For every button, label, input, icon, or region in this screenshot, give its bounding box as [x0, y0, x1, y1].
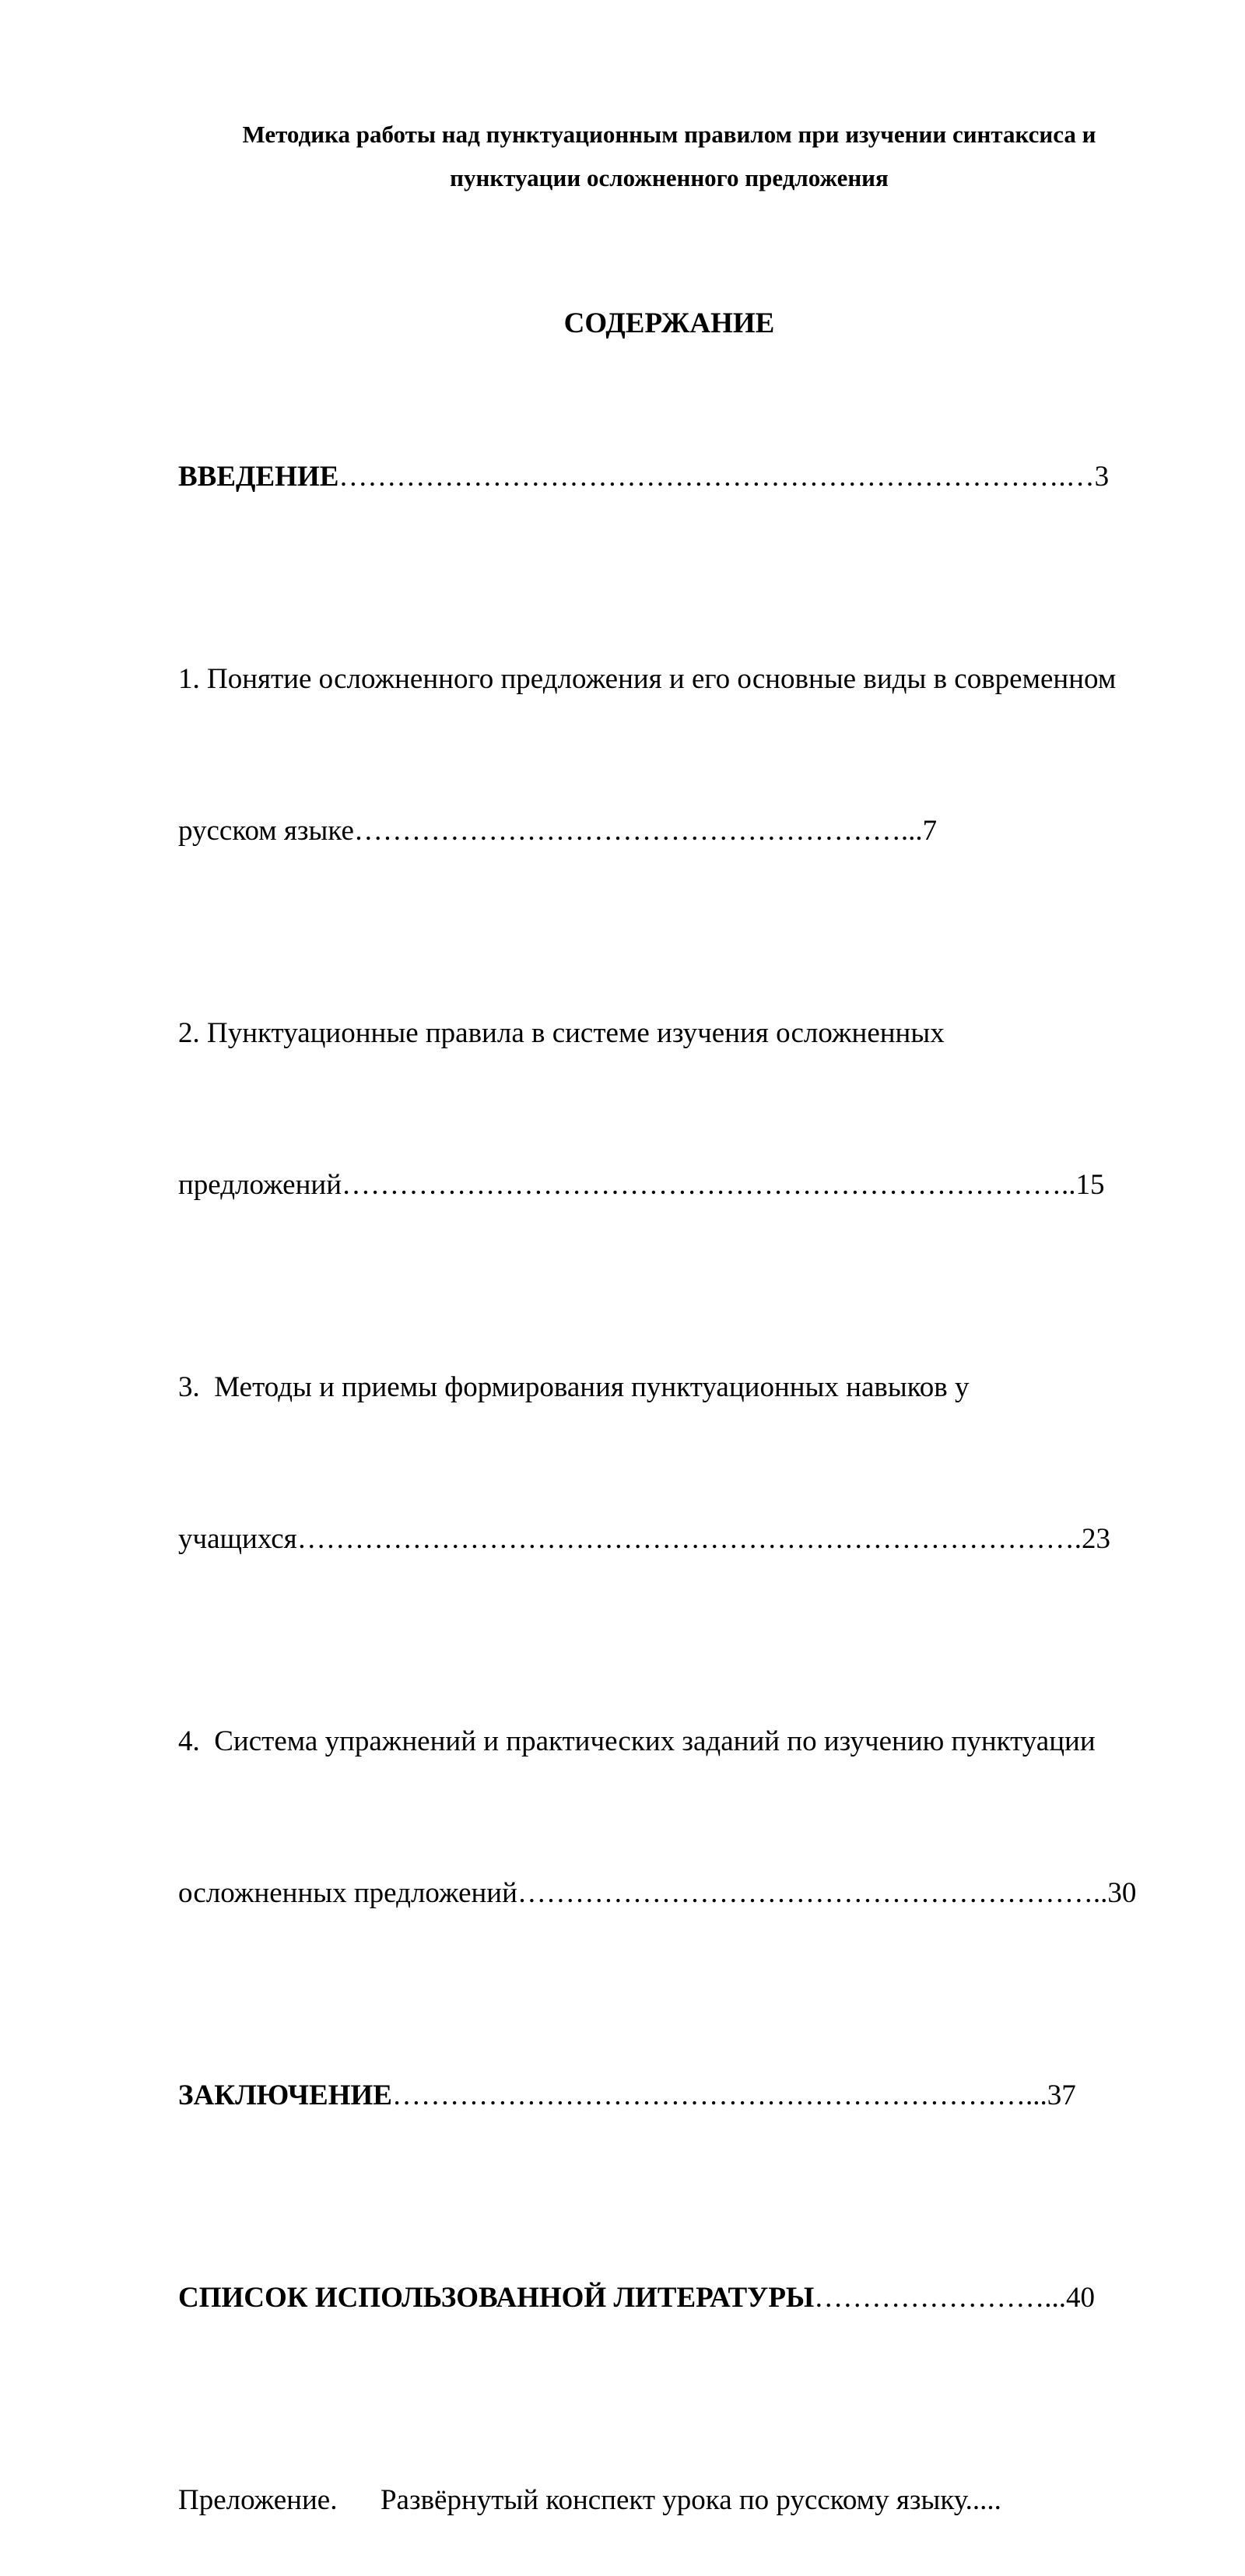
- toc-entry-label: 3. Методы и приемы формирования пунктуационных навыков у: [178, 1371, 970, 1403]
- toc-page-number: 40: [1066, 2282, 1096, 2314]
- toc-entry-chapter-1-line-2[interactable]: [178, 805, 1190, 856]
- toc-entry-label: 1. Понятие осложненного предложения и его основные виды в современном: [178, 663, 1117, 695]
- document-title: [156, 113, 1183, 200]
- toc-entry-label: русском языке: [178, 815, 354, 847]
- toc-entry-label: предложений: [178, 1169, 342, 1201]
- toc-entry-chapter-3-line-1[interactable]: [178, 1362, 1190, 1413]
- toc-entry-chapter-3-line-2[interactable]: [178, 1514, 1190, 1564]
- toc-entry-chapter-1-line-1[interactable]: [178, 654, 1190, 704]
- toc-leader: ……………………...: [814, 2282, 1067, 2314]
- toc-entry-conclusion[interactable]: [178, 2070, 1190, 2121]
- toc-entry-label: Преложение. Развёрнутый конспект урока по русскому языку.....: [178, 2484, 1001, 2516]
- toc-entry-chapter-2-line-1[interactable]: [178, 1008, 1190, 1058]
- toc-entry-chapter-4-line-1[interactable]: [178, 1716, 1190, 1767]
- toc-leader: ……………………………………………………..: [517, 1877, 1108, 1909]
- toc-entry-chapter-2-line-2[interactable]: [178, 1160, 1190, 1210]
- toc-leader: …………………………………………………………...: [391, 2079, 1047, 2111]
- toc-entry-label: СПИСОК ИСПОЛЬЗОВАННОЙ ЛИТЕРАТУРЫ: [178, 2282, 815, 2314]
- document-title-line-1: Методика работы над пунктуационным правилом при изучении синтаксиса и: [242, 121, 1096, 148]
- table-of-contents: [178, 350, 1190, 2576]
- toc-entry-label: ЗАКЛЮЧЕНИЕ: [178, 2079, 392, 2111]
- toc-entry-introduction[interactable]: [178, 451, 1190, 502]
- toc-page-number: 37: [1047, 2079, 1076, 2111]
- toc-page-number: 3: [1094, 461, 1110, 493]
- toc-entry-chapter-4-line-2[interactable]: [178, 1868, 1190, 1918]
- toc-entry-label: ВВЕДЕНИЕ: [178, 461, 339, 493]
- toc-heading: СОДЕРЖАНИЕ: [563, 307, 775, 339]
- toc-page-number: 7: [922, 815, 938, 847]
- toc-entry-appendix[interactable]: [178, 2475, 1190, 2525]
- toc-entry-label: 2. Пунктуационные правила в системе изучения осложненных: [178, 1017, 945, 1049]
- toc-leader: …………………………………………………...: [353, 815, 923, 847]
- toc-leader: ………………………………………………………………….…: [338, 461, 1095, 493]
- toc-page-number: 30: [1107, 1877, 1137, 1909]
- toc-page-number: 15: [1075, 1169, 1105, 1201]
- document-title-line-2: пунктуации осложненного предложения: [450, 164, 889, 191]
- toc-page-number: 23: [1081, 1523, 1110, 1555]
- toc-leader: ……………………………………………………………………….: [296, 1523, 1082, 1555]
- toc-entry-label: осложненных предложений: [178, 1877, 517, 1909]
- toc-entry-label: учащихся: [178, 1523, 297, 1555]
- toc-entry-references[interactable]: [178, 2272, 1190, 2323]
- toc-entry-label: 4. Система упражнений и практических заданий по изучению пунктуации: [178, 1725, 1096, 1757]
- toc-leader: …………………………………………………………………..: [342, 1169, 1076, 1201]
